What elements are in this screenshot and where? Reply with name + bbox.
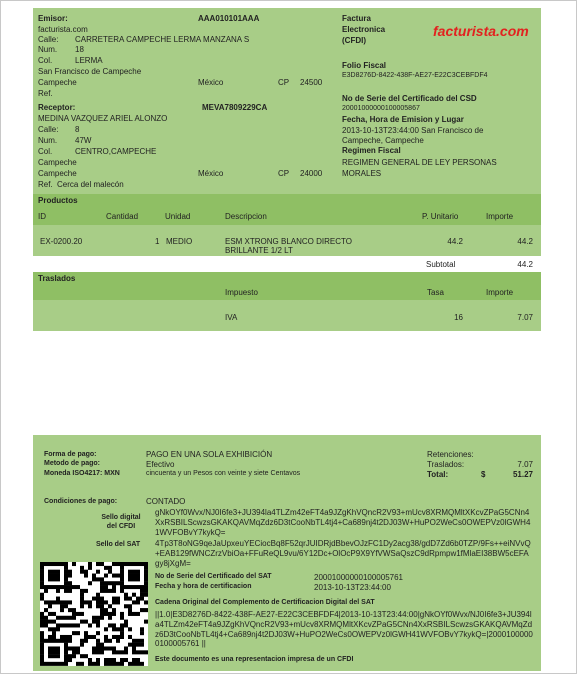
emisor-cp: 24500	[300, 78, 323, 87]
col-unitario-header: P. Unitario	[422, 212, 459, 221]
emisor-heading: Emisor:	[38, 14, 68, 23]
productos-heading-bar	[33, 194, 541, 206]
sello-cfdi-label-2: del CFDI	[106, 523, 136, 530]
cadena-value: ||1.0|E3D8276D-8422-438F-AE27-E22C3CEBFDF4|2013-10-13T23:44:00|gNkOYf0Wvx/NJ0I6fe3+JU394la4TLZm42eFT4a9JZgKhVQncR2V93+mUcv8XRMQMltXKcvZPaG5CNn4XxRSBILScwzsGKAKQAVMqZdz6D3tCooNbTL4tj4+Ca689nj4t2DJ03W+HuPO2WeCs0OWEPVz0lGWH41WVFOBvY7kykQ=|20001000000100005761 ||	[155, 610, 533, 649]
receptor-cp: 24000	[300, 169, 323, 178]
product-id: EX-0200.20	[40, 237, 83, 246]
qr-code	[40, 562, 148, 666]
emisor-ref-label: Ref.	[38, 89, 53, 98]
receptor-city: Campeche	[38, 158, 77, 167]
importe-letra: cincuenta y un Pesos con veinte y siete Centavos	[146, 470, 301, 477]
emisor-calle: CARRETERA CAMPECHE LERMA MANZANA S	[75, 35, 250, 44]
emisor-city: San Francisco de Campeche	[38, 67, 142, 76]
fecha-line1: 2013-10-13T23:44:00 San Francisco de	[342, 126, 484, 135]
sello-cfdi-value: gNkOYf0Wvx/NJ0I6fe3+JU394la4TLZm42eFT4a9JZgKhVQncR2V93+mUcv8XRMQMltXKcvZPaG5CNn4XxRSBILScwzsGKAKQAVMqZdz6D3tCooNbTL4tj4+Ca689nj4t2DJ03W+HuPO2WeCs0OWEPVz0lGWH41WVFOBvY7kykQ=	[155, 508, 531, 537]
traslados-heading: Traslados	[38, 274, 76, 283]
footer-note: Este documento es una representacion impresa de un CFDI	[155, 656, 354, 663]
receptor-heading: Receptor:	[38, 103, 76, 112]
regimen-line1: REGIMEN GENERAL DE LEY PERSONAS	[342, 158, 497, 167]
traslados-col-importe: Importe	[486, 288, 514, 297]
productos-heading: Productos	[38, 196, 78, 205]
receptor-col-label: Col.	[38, 147, 53, 156]
condiciones-label: Condiciones de pago:	[44, 498, 118, 505]
receptor-cp-label: CP	[278, 169, 290, 178]
brand-logo: facturista.com	[433, 23, 529, 39]
receptor-calle: 8	[75, 125, 80, 134]
cadena-label: Cadena Original del Complemento de Certificacion Digital del SAT	[155, 599, 375, 606]
product-desc-line1: ESM XTRONG BLANCO DIRECTO	[225, 237, 352, 246]
emisor-col: LERMA	[75, 56, 103, 65]
subtotal-label: Subtotal	[426, 260, 456, 269]
sello-sat-label: Sello del SAT	[96, 541, 141, 548]
serie-sat-label: No de Serie del Certificado del SAT	[155, 573, 272, 580]
receptor-col: CENTRO,CAMPECHE	[75, 147, 157, 156]
receptor-num: 47W	[75, 136, 92, 145]
sello-cfdi-label-1: Sello digital	[101, 514, 141, 521]
traslado-importe: 7.07	[517, 313, 533, 322]
regimen-label: Regimen Fiscal	[342, 146, 401, 155]
traslados-total-value: 7.07	[517, 460, 533, 469]
col-descripcion-header: Descripcion	[225, 212, 267, 221]
receptor-state: Campeche	[38, 169, 77, 178]
forma-pago-label: Forma de pago:	[44, 451, 97, 458]
total-value: 51.27	[512, 470, 533, 479]
emisor-num: 18	[75, 45, 84, 54]
metodo-pago-label: Metodo de pago:	[44, 460, 100, 467]
serie-csd-label: No de Serie del Certificado del CSD	[342, 94, 477, 103]
receptor-name: MEDINA VAZQUEZ ARIEL ALONZO	[38, 114, 168, 123]
emisor-rfc: AAA010101AAA	[198, 14, 260, 23]
fecha-cert-value: 2013-10-13T23:44:00	[314, 583, 391, 592]
emisor-country: México	[198, 78, 224, 87]
receptor-calle-label: Calle:	[38, 125, 59, 134]
traslados-row-bg	[33, 300, 541, 331]
emisor-cp-label: CP	[278, 78, 290, 87]
fecha-label: Fecha, Hora de Emision y Lugar	[342, 115, 464, 124]
col-unidad-header: Unidad	[165, 212, 191, 221]
total-label: Total:	[427, 470, 449, 479]
emisor-name: facturista.com	[38, 25, 88, 34]
serie-sat-value: 20001000000100005761	[314, 573, 403, 582]
emisor-col-label: Col.	[38, 56, 53, 65]
folio-label: Folio Fiscal	[342, 61, 387, 70]
product-unitario: 44.2	[447, 237, 463, 246]
traslados-header-bar	[33, 284, 541, 300]
emisor-state: Campeche	[38, 78, 77, 87]
receptor-ref: Cerca del malecón	[57, 180, 124, 189]
traslados-total-label: Traslados:	[427, 460, 465, 469]
traslados-heading-bar	[33, 272, 541, 284]
receptor-num-label: Num.	[38, 136, 58, 145]
receptor-ref-label: Ref.	[38, 180, 53, 189]
total-currency: $	[481, 470, 486, 479]
qr-code-graphic	[40, 562, 148, 666]
moneda-label: Moneda ISO4217: MXN	[44, 470, 120, 477]
col-importe-header: Importe	[486, 212, 514, 221]
col-id-header: ID	[38, 212, 46, 221]
fecha-line2: Campeche, Campeche	[342, 136, 424, 145]
product-importe: 44.2	[517, 237, 533, 246]
emisor-calle-label: Calle:	[38, 35, 59, 44]
factura-title-line3: (CFDI)	[342, 36, 366, 45]
condiciones-value: CONTADO	[146, 497, 186, 506]
product-cantidad: 1	[155, 237, 160, 246]
traslados-col-tasa: Tasa	[427, 288, 444, 297]
regimen-line2: MORALES	[342, 169, 382, 178]
product-desc-line2: BRILLANTE 1/2 LT	[225, 246, 293, 255]
sello-sat-value: 4Tp3T8oNG9qeJaUpxeuYECiocBq8F52qrJUIDRjdBbevOJzFC1Dy2acg38/gdD7Zd6b0TZP/9Fs++eiNVvQ+EAB129fWNCZrzVbiOa+FFuReQL9vu/6Y12Dc+OlOcP9X9YfVWSaQszC9dRpmpw1fMlaEI38BW5cEFAgy8jXgM=	[155, 539, 531, 568]
traslado-impuesto: IVA	[225, 313, 238, 322]
fecha-cert-label: Fecha y hora de certificacion	[155, 583, 252, 590]
serie-csd-value: 20001000000100005867	[342, 105, 420, 112]
emisor-num-label: Num.	[38, 45, 58, 54]
factura-title-line1: Factura	[342, 14, 371, 23]
product-unidad: MEDIO	[166, 237, 193, 246]
metodo-pago-value: Efectivo	[146, 460, 175, 469]
receptor-rfc: MEVA7809229CA	[202, 103, 268, 112]
traslado-tasa: 16	[454, 313, 463, 322]
factura-title-line2: Electronica	[342, 25, 386, 34]
folio-value: E3D8276D-8422-438F-AE27-E22C3CEBFDF4	[342, 72, 488, 79]
forma-pago-value: PAGO EN UNA SOLA EXHIBICIÓN	[146, 450, 273, 459]
subtotal-value: 44.2	[517, 260, 533, 269]
traslados-col-impuesto: Impuesto	[225, 288, 258, 297]
receptor-country: México	[198, 169, 224, 178]
retenciones-label: Retenciones:	[427, 450, 474, 459]
col-cantidad-header: Cantidad	[106, 212, 139, 221]
